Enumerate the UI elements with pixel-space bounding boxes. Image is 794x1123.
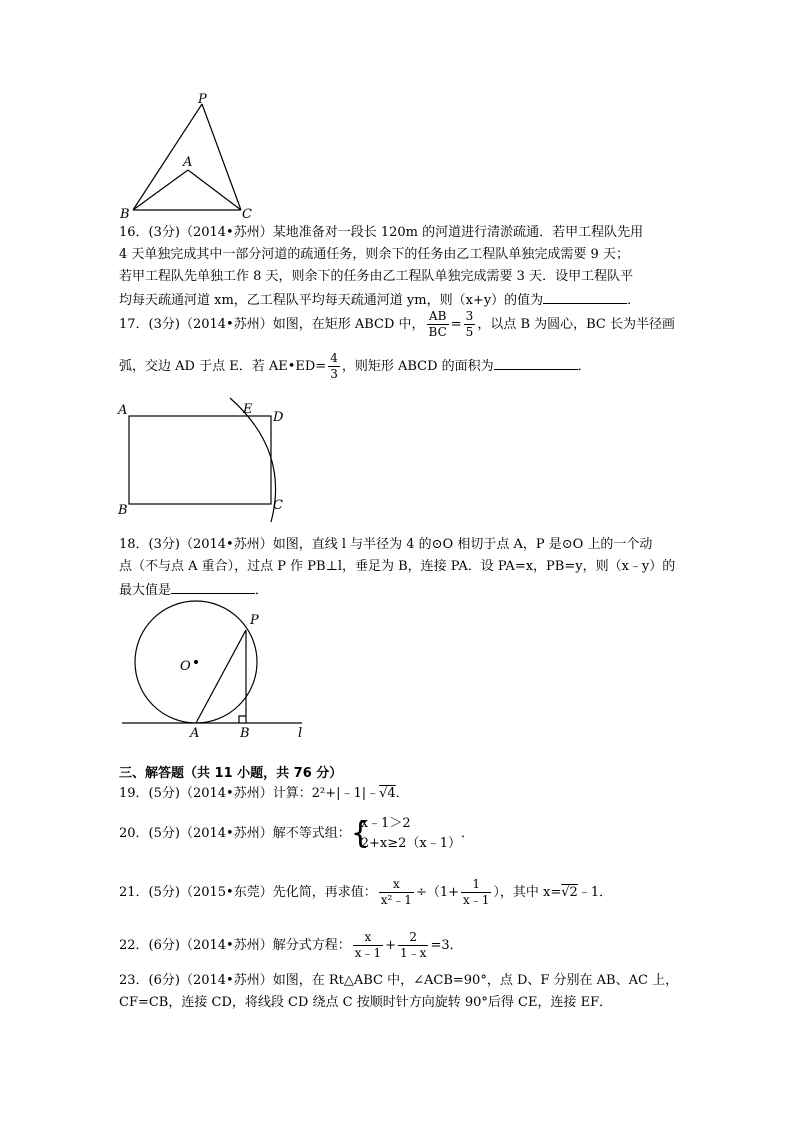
fraction-x-over-x-1: $\frac{x}{x﹣1}$ (354, 930, 382, 960)
equals-sign: = (450, 317, 462, 332)
segment-pa (196, 630, 246, 723)
q17-line2-post: ，则矩形 ABCD 的面积为 (341, 359, 494, 374)
q21-div: ÷（1+ (415, 885, 459, 900)
label-p: P (198, 92, 207, 107)
segment-pc (202, 104, 241, 210)
label-b: B (240, 726, 250, 740)
q19-text: 19．(5分)（2014•苏州）计算：2²+|﹣1|﹣ (119, 786, 380, 801)
fraction-3-5: $\frac{3}{5}$ (465, 309, 474, 339)
q17-line1 (119, 309, 675, 340)
fraction-1-over-x-1: $\frac{1}{x﹣1}$ (463, 877, 490, 907)
q20-text: 20．(5分)（2014•苏州）解不等式组： (119, 826, 351, 841)
answer-blank (171, 579, 255, 594)
section-title: 三、解答题（共 11 小题，共 76 分） (119, 766, 343, 781)
q17-text-post: ，以点 B 为圆心，BC 长为半径画 (477, 317, 676, 332)
label-c: C (242, 207, 252, 222)
q17-line2-pre: 弧，交边 AD 于点 E．若 AE•ED= (119, 359, 327, 374)
inequality-2: 2+x≥2（x﹣1） (360, 836, 461, 851)
fraction-2-over-1-x: $\frac{2}{1﹣x}$ (400, 930, 427, 960)
q21-line (119, 877, 612, 908)
inequality-system (351, 814, 461, 854)
q23-line1: 23．(6分)（2014•苏州）如图，在 Rt△ABC 中，∠ACB=90°，点 D、F 分别在 AB、AC 上， (119, 973, 679, 988)
sqrt-4: √4 (379, 786, 396, 801)
q21-post: ），其中 x= (493, 885, 562, 900)
fraction-ab-bc: $\frac{AB}{BC}$ (428, 309, 447, 339)
inequality-1: x﹣1＞2 (360, 816, 411, 831)
sqrt-2: √2 (561, 885, 578, 900)
segment-ba (133, 170, 188, 210)
label-p: P (250, 613, 259, 628)
fraction-x-over-x2-1: $\frac{x}{\text{x²﹣1}}$ (380, 877, 412, 907)
arc-ec (230, 398, 276, 522)
answer-blank (494, 355, 578, 370)
label-a: A (190, 726, 200, 740)
q18-line1: 18．(3分)（2014•苏州）如图，直线 l 与半径为 4 的⊙O 相切于点 A，P 是⊙O 上的一个动 (119, 537, 653, 552)
fraction-4-3: $\frac{4}{3}$ (330, 351, 338, 381)
q21-tail: ﹣1． (577, 885, 613, 900)
q22-tail: =3． (430, 938, 463, 953)
q23-line2: CF=CB，连接 CD，将线段 CD 绕点 C 按顺时针方向旋转 90°后得 CE，连接 EF． (119, 995, 613, 1010)
q16-line1: 16．(3分)（2014•苏州）某地准备对一段长 120m 的河道进行清淤疏通．若甲工程队先用 (119, 225, 644, 240)
q16-line2: 4 天单独完成其中一部分河道的疏通任务，则余下的任务由乙工程队单独完成需要 9 天； (119, 247, 629, 262)
plus-sign: + (385, 938, 397, 953)
q18-text: 最大值是 (119, 583, 172, 598)
q19-tail: ． (395, 786, 409, 801)
label-o: O (180, 659, 191, 674)
triangle-figure (110, 92, 270, 222)
q18-line3 (119, 579, 268, 601)
label-a: A (183, 155, 193, 170)
q18-line2: 点（不与点 A 重合），过点 P 作 PB⊥l，垂足为 B，连接 PA．设 PA=x，PB=y，则（x﹣y）的 (119, 559, 676, 574)
rectangle-arc-figure (112, 396, 302, 526)
label-c: C (273, 498, 283, 513)
q17-tail: ． (577, 359, 591, 374)
label-e: E (243, 402, 253, 417)
q22-text: 22．(6分)（2014•苏州）解分式方程： (119, 938, 351, 953)
q16-line4 (119, 289, 640, 311)
answer-blank (543, 289, 627, 304)
q16-tail: ． (627, 293, 641, 308)
q19-line (119, 784, 409, 804)
center-point (194, 660, 198, 664)
rectangle-abcd (129, 416, 271, 504)
label-d: D (273, 410, 284, 425)
label-l: l (298, 726, 303, 740)
q20-line (119, 814, 474, 858)
label-b: B (118, 503, 128, 518)
label-b: B (120, 207, 130, 222)
q16-text: 均每天疏通河道 xm，乙工程队平均每天疏通河道 ym，则（x+y）的值为 (119, 293, 544, 308)
q16-line3: 若甲工程队先单独工作 8 天，则余下的任务由乙工程队单独完成需要 3 天．设甲工程队平 (119, 269, 634, 284)
q17-text: 17．(3分)（2014•苏州）如图，在矩形 ABCD 中， (119, 317, 425, 332)
q17-line2 (119, 351, 591, 382)
label-a: A (118, 403, 128, 418)
brace-icon: { (350, 816, 370, 851)
q20-tail: ． (460, 826, 474, 841)
q21-text: 21．(5分)（2015•东莞）先化简，再求值： (119, 885, 377, 900)
circle-tangent-figure (112, 600, 312, 740)
q22-line (119, 930, 463, 961)
right-angle-mark (239, 716, 246, 723)
q18-tail: ． (255, 583, 269, 598)
